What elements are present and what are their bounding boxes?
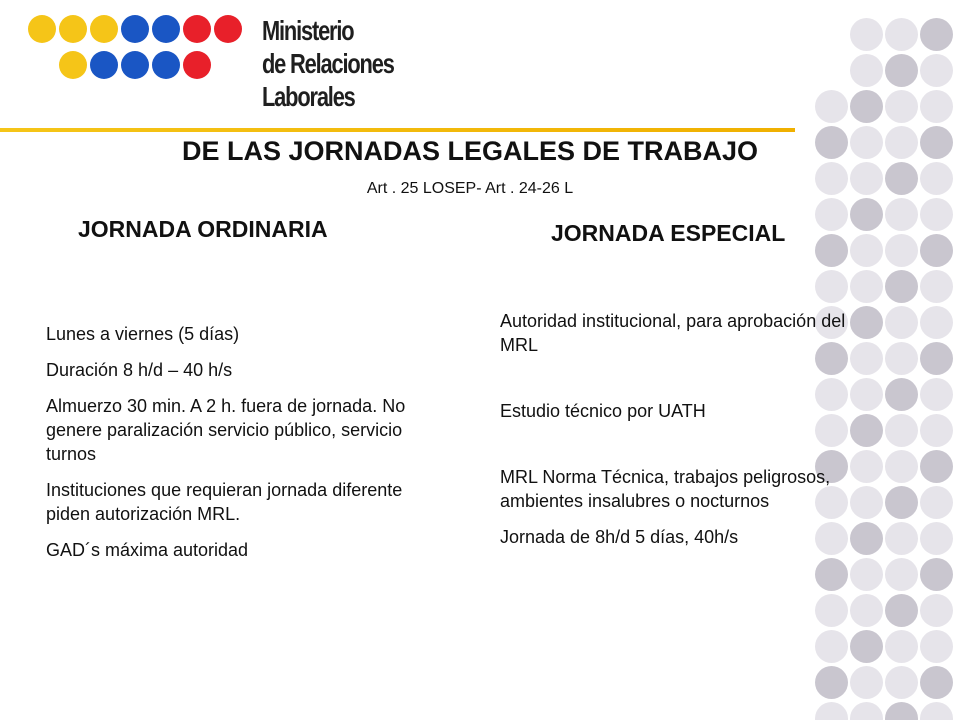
decor-dot-icon (850, 90, 883, 123)
logo-dot-icon (121, 51, 149, 79)
decor-dot-icon (885, 378, 918, 411)
decor-dot-icon (815, 666, 848, 699)
decor-dot-icon (885, 18, 918, 51)
logo-dot-icon (59, 51, 87, 79)
decor-dot-icon (850, 630, 883, 663)
decor-dot-icon (885, 630, 918, 663)
decor-dot-icon (885, 198, 918, 231)
slide-subtitle: Art . 25 LOSEP- Art . 24-26 L (366, 180, 574, 197)
logo-dot-icon (90, 15, 118, 43)
logo-dot-icon (152, 51, 180, 79)
decor-dot-icon (885, 594, 918, 627)
decor-dot-icon (920, 342, 953, 375)
decor-dot-icon (920, 414, 953, 447)
logo-dot-icon (183, 15, 211, 43)
header-rule (0, 128, 795, 132)
decor-dot-icon (885, 450, 918, 483)
decor-dot-icon (920, 378, 953, 411)
decor-dot-icon (850, 18, 883, 51)
ministry-logo (0, 0, 400, 125)
decor-dot-icon (815, 594, 848, 627)
decor-dot-icon (885, 666, 918, 699)
ordinaria-list (46, 322, 406, 574)
decor-dot-icon (885, 702, 918, 720)
especial-item: Jornada de 8h/d 5 días, 40h/s (500, 527, 739, 547)
decor-dot-icon (920, 522, 953, 555)
logo-dot-icon (90, 51, 118, 79)
decor-dot-icon (850, 198, 883, 231)
decor-dot-icon (920, 234, 953, 267)
logo-dot-icon (59, 15, 87, 43)
logo-line: Laborales (262, 81, 355, 112)
ordinaria-heading: JORNADA ORDINARIA (78, 216, 328, 242)
ordinaria-item: Instituciones que requieran jornada diferente piden autorización MRL. (46, 480, 403, 524)
decor-dot-icon (885, 558, 918, 591)
logo-dot-icon (183, 51, 211, 79)
decor-dot-icon (920, 594, 953, 627)
decor-dot-icon (885, 90, 918, 123)
logo-line: de Relaciones (262, 48, 394, 79)
decor-dot-icon (920, 90, 953, 123)
decor-dot-icon (850, 702, 883, 720)
decor-dot-icon (815, 198, 848, 231)
decor-dot-icon (885, 342, 918, 375)
decor-dot-icon (920, 486, 953, 519)
decor-dot-icon (850, 666, 883, 699)
decor-dot-icon (850, 54, 883, 87)
especial-heading: JORNADA ESPECIAL (551, 220, 786, 246)
decor-dot-icon (815, 234, 848, 267)
decor-dot-icon (850, 594, 883, 627)
logo-dot-icon (28, 15, 56, 43)
logo-dot-icon (214, 15, 242, 43)
ordinaria-item: Almuerzo 30 min. A 2 h. fuera de jornada. No genere paralización servicio público, servicio turnos (46, 396, 406, 464)
decor-dot-icon (850, 558, 883, 591)
decor-dot-icon (885, 522, 918, 555)
decor-dot-icon (885, 234, 918, 267)
slide-title: DE LAS JORNADAS LEGALES DE TRABAJO (181, 136, 759, 166)
decor-dot-icon (920, 270, 953, 303)
decor-dot-icon (920, 54, 953, 87)
especial-item: Autoridad institucional, para aprobación del MRL (500, 311, 846, 355)
decor-dot-icon (920, 630, 953, 663)
ordinaria-item: Duración 8 h/d – 40 h/s (46, 360, 233, 380)
especial-item: MRL Norma Técnica, trabajos peligrosos, ambientes insalubres o nocturnos (500, 467, 831, 511)
ordinaria-item: GAD´s máxima autoridad (46, 540, 249, 560)
decor-dot-icon (815, 90, 848, 123)
ordinaria-item: Lunes a viernes (5 días) (46, 324, 240, 344)
logo-dot-icon (121, 15, 149, 43)
especial-list (500, 309, 880, 549)
decor-dot-icon (885, 54, 918, 87)
decor-dot-icon (920, 198, 953, 231)
decor-dot-icon (920, 558, 953, 591)
decor-dot-icon (920, 450, 953, 483)
logo-dots-icon (28, 15, 258, 85)
decor-dot-icon (920, 306, 953, 339)
decor-dot-icon (920, 666, 953, 699)
decor-dot-icon (920, 18, 953, 51)
decor-dot-icon (885, 306, 918, 339)
decor-dot-icon (885, 270, 918, 303)
especial-item: Estudio técnico por UATH (500, 401, 706, 421)
decor-dot-icon (850, 234, 883, 267)
decor-dot-icon (815, 702, 848, 720)
decor-dot-icon (815, 558, 848, 591)
decor-dot-icon (885, 414, 918, 447)
logo-text (262, 14, 394, 113)
logo-dot-icon (152, 15, 180, 43)
logo-line: Ministerio (262, 15, 354, 46)
decor-dot-icon (920, 702, 953, 720)
decor-dot-icon (815, 630, 848, 663)
decor-dot-icon (885, 486, 918, 519)
decor-dot-icon (850, 270, 883, 303)
decor-dot-icon (815, 270, 848, 303)
